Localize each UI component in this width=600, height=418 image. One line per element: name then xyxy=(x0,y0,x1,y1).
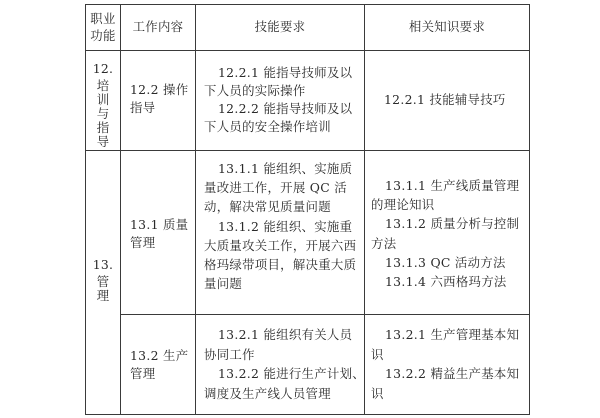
knowledge-13-1: 13.1.1 生产线质量管理 的理论知识 13.1.2 质量分析与控制 方法 13.1.3 QC 活动方法 13.1.4 六西格玛方法 xyxy=(371,178,520,290)
header-work-content: 工作内容 xyxy=(132,19,184,34)
function-number-13: 13. xyxy=(92,257,114,272)
knowledge-12-2: 12.2.1 技能辅导技巧 xyxy=(384,92,506,107)
column-divider-2 xyxy=(195,4,196,415)
row-divider xyxy=(120,314,530,315)
column-divider-1 xyxy=(120,4,121,415)
work-content-13-2: 13.2 生产 管理 xyxy=(130,348,189,381)
function-name-12: 培 训 与 指 导 xyxy=(96,78,110,149)
table-border-top xyxy=(85,4,530,5)
work-content-12-2: 12.2 操作 指导 xyxy=(130,82,189,115)
header-skill-requirements: 技能要求 xyxy=(254,19,306,34)
header-knowledge-requirements: 相关知识要求 xyxy=(408,19,486,34)
section-divider xyxy=(85,150,530,151)
function-name-13: 管 理 xyxy=(96,274,110,303)
skills-12-2: 12.2.1 能指导技师及以 下人员的实际操作 12.2.2 能指导技师及以 下人员的安全操作培训 xyxy=(204,65,353,134)
knowledge-13-2: 13.2.1 生产管理基本知 识 13.2.2 精益生产基本知 识 xyxy=(371,327,520,401)
work-content-13-1: 13.1 质量 管理 xyxy=(130,217,189,250)
table-border-right xyxy=(529,4,530,415)
skills-13-2: 13.2.1 能组织有关人员 协同工作 13.2.2 能进行生产计划、 调度及生产线人员管理 xyxy=(204,327,365,401)
header-function: 职业 功能 xyxy=(90,11,116,43)
skills-13-1: 13.1.1 能组织、实施质 量改进工作，开展 QC 活 动，解决常见质量问题 13.1.2 能组织、实施重 大质量攻关工作，开展六西 格玛绿带项目，解决重大质 量问题 xyxy=(204,161,357,292)
table-border-bottom xyxy=(85,414,530,415)
header-divider xyxy=(85,50,530,51)
function-number-12: 12. xyxy=(92,61,114,76)
